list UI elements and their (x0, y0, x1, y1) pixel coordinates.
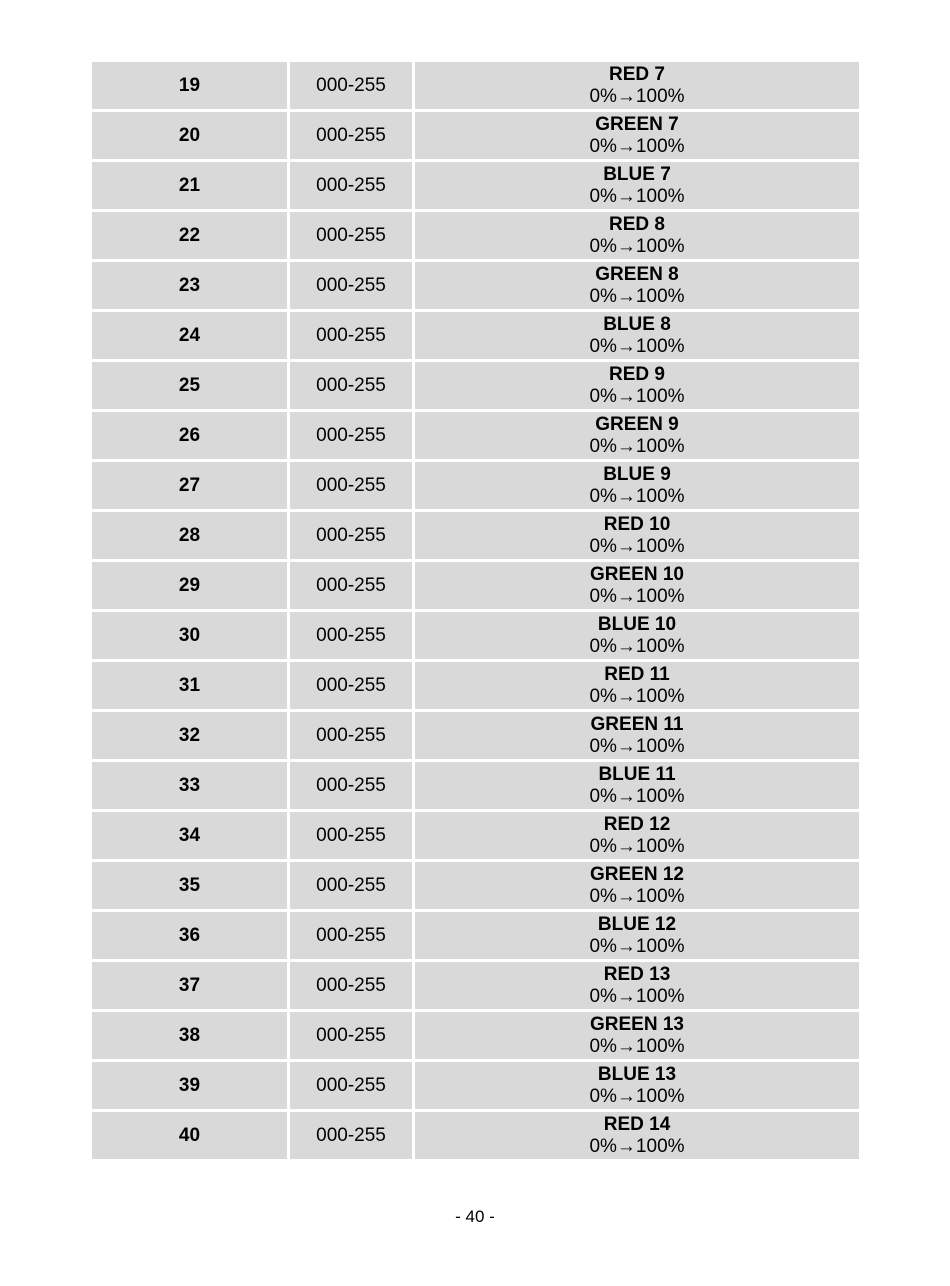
function-range: 0%→100% (589, 835, 685, 857)
dmx-value-cell: 000-255 (290, 112, 412, 159)
function-range: 0%→100% (589, 935, 685, 957)
channel-number-cell: 38 (92, 1012, 287, 1059)
function-name: GREEN 10 (590, 563, 684, 585)
channel-number-cell: 24 (92, 312, 287, 359)
function-cell (415, 662, 859, 709)
function-range: 0%→100% (589, 1135, 685, 1157)
table-row (92, 112, 859, 159)
table-row (92, 1062, 859, 1109)
dmx-value-cell: 000-255 (290, 712, 412, 759)
function-range: 0%→100% (589, 285, 685, 307)
function-cell (415, 512, 859, 559)
table-row (92, 662, 859, 709)
table-row (92, 212, 859, 259)
function-cell (415, 1012, 859, 1059)
dmx-channel-table (89, 59, 862, 1162)
function-cell (415, 912, 859, 959)
function-name: RED 10 (603, 513, 671, 535)
dmx-value-cell: 000-255 (290, 462, 412, 509)
table-row (92, 462, 859, 509)
channel-number-cell: 19 (92, 62, 287, 109)
function-cell (415, 362, 859, 409)
table-row (92, 862, 859, 909)
table-row (92, 1112, 859, 1159)
channel-number-cell: 37 (92, 962, 287, 1009)
function-cell (415, 612, 859, 659)
function-name: BLUE 10 (597, 613, 677, 635)
channel-number-cell: 32 (92, 712, 287, 759)
function-range: 0%→100% (589, 735, 685, 757)
table-row (92, 312, 859, 359)
channel-number-cell: 34 (92, 812, 287, 859)
dmx-value-cell: 000-255 (290, 1112, 412, 1159)
channel-number-cell: 22 (92, 212, 287, 259)
dmx-value-cell: 000-255 (290, 662, 412, 709)
function-range: 0%→100% (589, 1035, 685, 1057)
channel-number-cell: 23 (92, 262, 287, 309)
dmx-value-cell: 000-255 (290, 262, 412, 309)
function-name: BLUE 12 (597, 913, 677, 935)
dmx-value-cell: 000-255 (290, 562, 412, 609)
table-row (92, 512, 859, 559)
function-range: 0%→100% (589, 985, 685, 1007)
function-name: BLUE 11 (598, 763, 676, 785)
function-range: 0%→100% (589, 435, 685, 457)
function-name: GREEN 12 (590, 863, 684, 885)
function-cell (415, 312, 859, 359)
channel-number-cell: 20 (92, 112, 287, 159)
dmx-value-cell: 000-255 (290, 912, 412, 959)
function-range: 0%→100% (589, 535, 685, 557)
function-cell (415, 712, 859, 759)
dmx-value-cell: 000-255 (290, 1012, 412, 1059)
function-cell (415, 1112, 859, 1159)
table-row (92, 1012, 859, 1059)
channel-number-cell: 40 (92, 1112, 287, 1159)
table-row (92, 762, 859, 809)
function-cell (415, 462, 859, 509)
dmx-value-cell: 000-255 (290, 812, 412, 859)
channel-number-cell: 36 (92, 912, 287, 959)
function-name: RED 8 (609, 213, 665, 235)
function-range: 0%→100% (589, 135, 685, 157)
function-cell (415, 962, 859, 1009)
function-name: BLUE 7 (603, 163, 671, 185)
dmx-value-cell: 000-255 (290, 762, 412, 809)
dmx-value-cell: 000-255 (290, 1062, 412, 1109)
function-name: GREEN 8 (595, 263, 679, 285)
function-range: 0%→100% (589, 335, 685, 357)
function-name: GREEN 11 (590, 713, 684, 735)
table-body (92, 62, 859, 1159)
dmx-value-cell: 000-255 (290, 362, 412, 409)
function-cell (415, 112, 859, 159)
channel-number-cell: 21 (92, 162, 287, 209)
table-row (92, 612, 859, 659)
dmx-value-cell: 000-255 (290, 412, 412, 459)
function-cell (415, 162, 859, 209)
function-range: 0%→100% (589, 235, 685, 257)
function-range: 0%→100% (589, 685, 685, 707)
dmx-value-cell: 000-255 (290, 312, 412, 359)
function-range: 0%→100% (589, 635, 685, 657)
dmx-value-cell: 000-255 (290, 212, 412, 259)
channel-number-cell: 35 (92, 862, 287, 909)
function-range: 0%→100% (589, 185, 685, 207)
channel-number-cell: 39 (92, 1062, 287, 1109)
channel-number-cell: 26 (92, 412, 287, 459)
function-name: RED 12 (603, 813, 671, 835)
function-cell (415, 412, 859, 459)
channel-number-cell: 27 (92, 462, 287, 509)
dmx-value-cell: 000-255 (290, 962, 412, 1009)
function-range: 0%→100% (589, 585, 685, 607)
function-name: GREEN 13 (590, 1013, 684, 1035)
function-range: 0%→100% (589, 85, 685, 107)
function-name: RED 9 (609, 363, 665, 385)
function-name: BLUE 13 (597, 1063, 677, 1085)
table-row (92, 562, 859, 609)
function-cell (415, 562, 859, 609)
function-name: GREEN 9 (595, 413, 679, 435)
dmx-value-cell: 000-255 (290, 862, 412, 909)
table-row (92, 62, 859, 109)
channel-number-cell: 29 (92, 562, 287, 609)
function-name: RED 7 (609, 63, 665, 85)
function-cell (415, 812, 859, 859)
function-name: RED 11 (604, 663, 670, 685)
function-name: RED 13 (603, 963, 671, 985)
table-row (92, 362, 859, 409)
dmx-value-cell: 000-255 (290, 512, 412, 559)
function-range: 0%→100% (589, 885, 685, 907)
channel-number-cell: 25 (92, 362, 287, 409)
function-range: 0%→100% (589, 785, 685, 807)
function-cell (415, 862, 859, 909)
channel-number-cell: 30 (92, 612, 287, 659)
table-row (92, 812, 859, 859)
dmx-value-cell: 000-255 (290, 612, 412, 659)
function-range: 0%→100% (589, 385, 685, 407)
dmx-value-cell: 000-255 (290, 162, 412, 209)
table-row (92, 712, 859, 759)
table-row (92, 962, 859, 1009)
function-name: BLUE 9 (603, 463, 671, 485)
channel-number-cell: 33 (92, 762, 287, 809)
channel-number-cell: 28 (92, 512, 287, 559)
function-name: RED 14 (603, 1113, 671, 1135)
function-cell (415, 262, 859, 309)
page-number: - 40 - (455, 1207, 495, 1226)
dmx-value-cell: 000-255 (290, 62, 412, 109)
function-range: 0%→100% (589, 1085, 685, 1107)
table-row (92, 912, 859, 959)
function-cell (415, 1062, 859, 1109)
function-range: 0%→100% (589, 485, 685, 507)
function-cell (415, 212, 859, 259)
function-cell (415, 62, 859, 109)
table-row (92, 262, 859, 309)
function-name: GREEN 7 (595, 113, 679, 135)
function-name: BLUE 8 (603, 313, 671, 335)
channel-number-cell: 31 (92, 662, 287, 709)
table-row (92, 412, 859, 459)
function-cell (415, 762, 859, 809)
table-row (92, 162, 859, 209)
